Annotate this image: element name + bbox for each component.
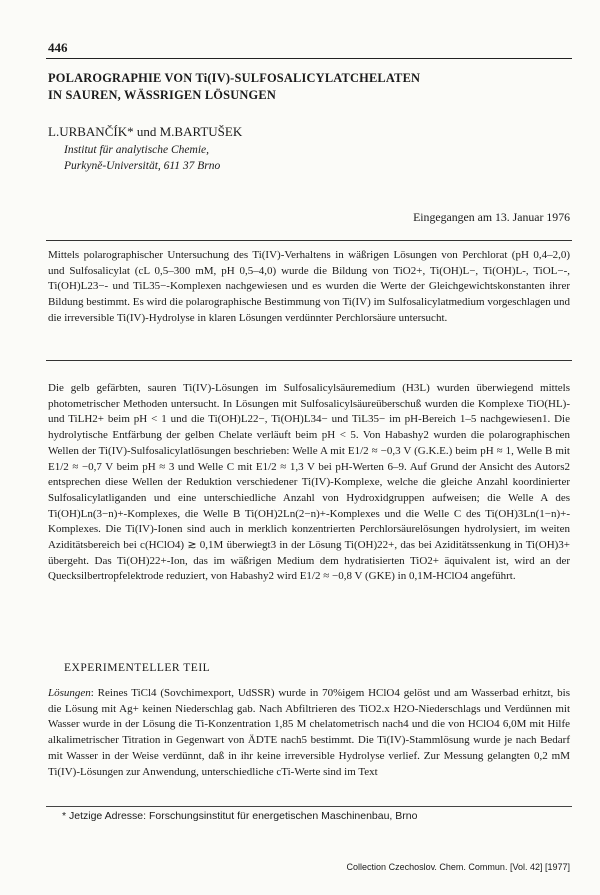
- title-line-2: IN SAUREN, WÄSSRIGEN LÖSUNGEN: [48, 88, 276, 102]
- abstract-rule-top: [46, 240, 572, 241]
- section-heading: EXPERIMENTELLER TEIL: [64, 662, 211, 674]
- paper-title: [48, 70, 568, 104]
- page-number: 446: [48, 40, 68, 55]
- experimental-lead: Lösungen: [48, 687, 91, 699]
- title-line-1: POLAROGRAPHIE VON Ti(IV)-SULFOSALICYLATCHELATEN: [48, 71, 421, 85]
- experimental-text: : Reines TiCl4 (Sovchimexport, UdSSR) wurde in 70%igem HClO4 gelöst und am Wasserbad erhitzt, bis die Lösung mit Ag+ keinen Niederschlag gab. Nach Abfiltrieren des TiO2.x H2O-Niederschlags und Verdünnen mit Wasser wurde in der Lösung die Ti-Konzentration 1,85 M chelatometrisch nach4 und die von HClO4 6,0M mit Hilfe alkalimetrischer Titration in Gegenwart von ÄDTE nach5 bestimmt. Die Ti(IV)-Stammlösung wurde je nach Bedarf mit Wasser in der Weise verdünnt, daß in ihr keine irreversible Hydrolyse verlief. Zur Messung gelangten 0,2 mM Ti(IV)-Lösungen zur Anwendung, unterschiedliche cTi-Werte sind im Text: [48, 687, 570, 778]
- footnote: * Jetzige Adresse: Forschungsinstitut für energetischen Maschinenbau, Brno: [62, 810, 418, 822]
- journal-citation: Collection Czechoslov. Chem. Commun. [Vol. 42] [1977]: [346, 862, 570, 872]
- received-date: Eingegangen am 13. Januar 1976: [413, 210, 570, 224]
- header-rule: [46, 58, 572, 59]
- affiliation-line-1: Institut für analytische Chemie,: [64, 144, 210, 156]
- experimental-paragraph: [48, 686, 570, 780]
- authors: L.URBANČÍK* und M.BARTUŠEK: [48, 124, 243, 139]
- abstract-rule-bottom: [46, 360, 572, 361]
- affiliation-line-2: Purkyně-Universität, 611 37 Brno: [64, 160, 221, 172]
- footnote-rule: [46, 806, 572, 807]
- abstract: Mittels polarographischer Untersuchung des Ti(IV)-Verhaltens in wäßrigen Lösungen von Perchlorat (pH 0,4–2,0) und Sulfosalicylat (cL 0,5–300 mM, pH 0,5–4,0) wurde die Bildung von TiO2+, Ti(OH)L−, Ti(OH)L-, TiOL−-, Ti(OH)L23−- und TiL35−-Komplexen nachgewiesen und es wurden die Werte der Gleichgewichtskonstanten ihrer Bildung bestimmt. Es wird die polarographische Bestimmung von Ti(IV) im Sulfosalicylatmedium vorgeschlagen und die irreversible Ti(IV)-Hydrolyse in klaren Lösungen verdünnter Perchlorsäure untersucht.: [48, 249, 570, 324]
- introduction-paragraph: Die gelb gefärbten, sauren Ti(IV)-Lösungen im Sulfosalicylsäuremedium (H3L) wurden überwiegend mittels photometrischer Methoden untersucht. In Lösungen mit Sulfosalicylsäureüberschuß wurden die Komplexe TiO(HL)- und TiLH2+ beim pH < 1 und die Ti(OH)L22−, Ti(OH)L34− und TiL35− im pH-Bereich 1–5 nachgewiesen1. Die hydrolytische Entfärbung der gelben Chelate verläuft beim pH < 5. Von Habashy2 wurden die polarographischen Wellen der Ti(IV)-Sulfosalicylatlösungen beschrieben: Welle A mit E1/2 ≈ −0,3 V (G.K.E.) beim pH ≈ 1, Welle B mit E1/2 ≈ −0,7 V beim pH ≈ 3 und Welle C mit E1/2 ≈ 1,3 V bei pH-Werten 6–9. Auf Grund der Ansicht des Autors2 entsprechen diese Wellen der Reduktion verschiedener Ti(IV)-Komplexe, welche die gleiche Anzahl koordinierter Sulfosalicylatliganden und eine unterschiedliche Anzahl von Hydroxidgruppen aufweisen; die Welle A des Ti(OH)Ln(3−n)+-Komplexes, die Welle B Ti(OH)2Ln(2−n)+-Komplexes und die Welle C des Ti(OH)3Ln(1−n)+-Komplexes. Die Ti(IV)-Ionen sind auch in merklich konzentrierten Perchlorsäurelösungen hydrolysiert, im weiten Aziditätsbereich bei c(HClO4) ≳ 0,1M überwiegt3 in der Lösung Ti(OH)22+, das bei Aziditätssenkung in Ti(OH)3+ übergeht. Das Ti(OH)22+-Ion, das im wäßrigen Medium dem hydratisierten TiO2+ äquivalent ist, wird an der Quecksilbertropfelektrode reduziert, von Habashy2 wird E1/2 ≈ −0,8 V (GKE) in 0,1M-HClO4 angeführt.: [48, 382, 570, 583]
